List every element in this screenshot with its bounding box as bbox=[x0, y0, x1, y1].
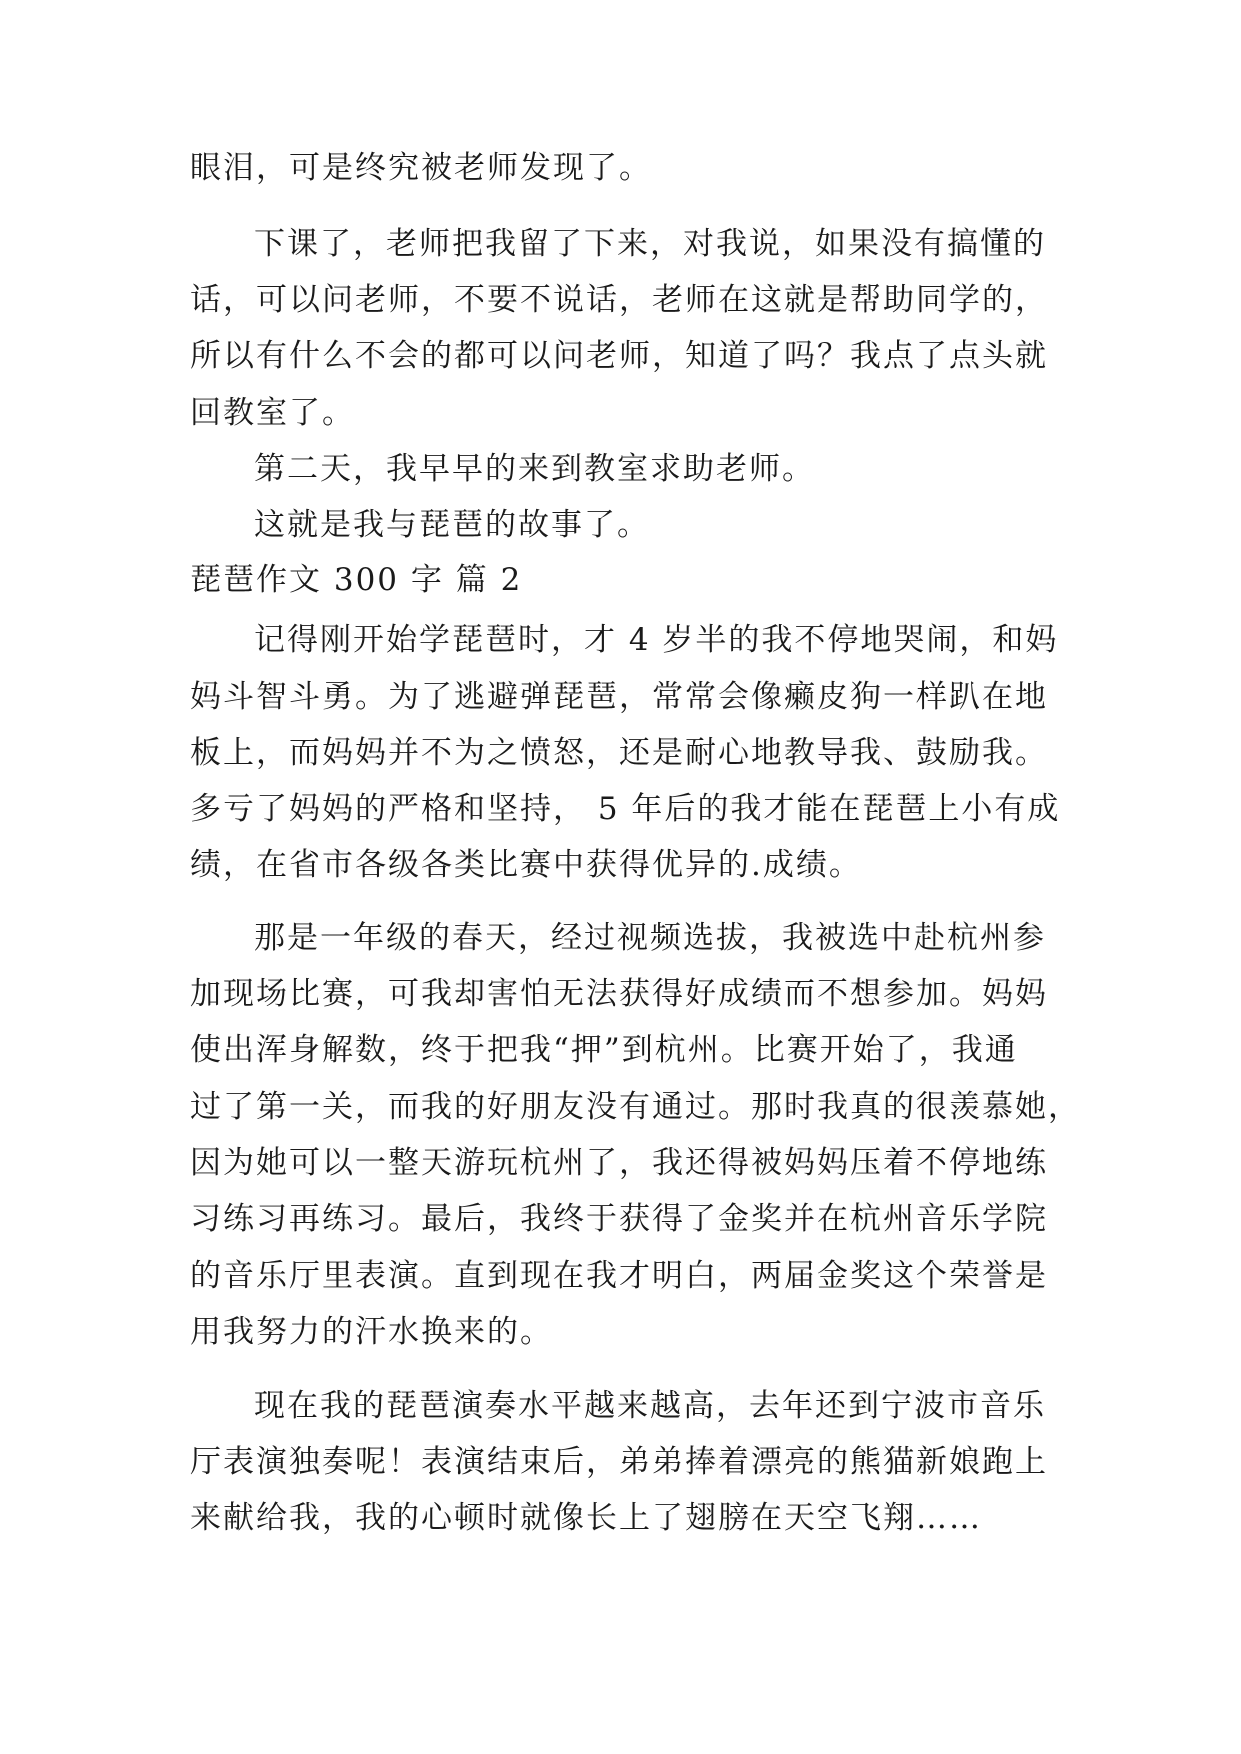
text-line: 的音乐厅里表演。直到现在我才明白，两届金奖这个荣誉是 bbox=[190, 1258, 1048, 1294]
text-line: 因为她可以一整天游玩杭州了，我还得被妈妈压着不停地练 bbox=[190, 1145, 1048, 1181]
section-heading: 琵琶作文 300 字 篇 2 bbox=[190, 562, 523, 598]
text-line: 厅表演独奏呢！表演结束后，弟弟捧着漂亮的熊猫新娘跑上 bbox=[190, 1444, 1048, 1480]
text-line: 现在我的琵琶演奏水平越来越高，去年还到宁波市音乐 bbox=[254, 1388, 1046, 1424]
text-line: 记得刚开始学琵琶时，才 4 岁半的我不停地哭闹，和妈 bbox=[254, 622, 1059, 658]
text-line: 妈斗智斗勇。为了逃避弹琵琶，常常会像癞皮狗一样趴在地 bbox=[190, 679, 1048, 715]
text-line: 眼泪，可是终究被老师发现了。 bbox=[190, 150, 652, 186]
text-line: 绩，在省市各级各类比赛中获得优异的.成绩。 bbox=[190, 847, 862, 883]
text-line: 使出浑身解数，终于把我“押”到杭州。比赛开始了，我通 bbox=[190, 1032, 1018, 1068]
text-line: 所以有什么不会的都可以问老师，知道了吗？我点了点头就 bbox=[190, 338, 1048, 374]
text-line: 用我努力的汗水换来的。 bbox=[190, 1314, 553, 1350]
text-line: 回教室了。 bbox=[190, 395, 355, 431]
text-line: 加现场比赛，可我却害怕无法获得好成绩而不想参加。妈妈 bbox=[190, 976, 1048, 1012]
text-line: 下课了，老师把我留了下来，对我说，如果没有搞懂的 bbox=[254, 226, 1046, 262]
text-line: 多亏了妈妈的严格和坚持， 5 年后的我才能在琵琶上小有成 bbox=[190, 791, 1061, 827]
text-line: 过了第一关，而我的好朋友没有通过。那时我真的很羡慕她， bbox=[190, 1089, 1081, 1125]
text-line: 板上，而妈妈并不为之愤怒，还是耐心地教导我、鼓励我。 bbox=[190, 735, 1048, 771]
text-line: 那是一年级的春天，经过视频选拔，我被选中赴杭州参 bbox=[254, 920, 1046, 956]
text-line: 话，可以问老师，不要不说话，老师在这就是帮助同学的， bbox=[190, 282, 1048, 318]
text-line: 习练习再练习。最后，我终于获得了金奖并在杭州音乐学院 bbox=[190, 1201, 1048, 1237]
document-page bbox=[190, 0, 1081, 1754]
text-line: 来献给我，我的心顿时就像长上了翅膀在天空飞翔…… bbox=[190, 1500, 982, 1536]
text-line: 第二天，我早早的来到教室求助老师。 bbox=[254, 451, 815, 487]
text-line: 这就是我与琵琶的故事了。 bbox=[254, 507, 650, 543]
